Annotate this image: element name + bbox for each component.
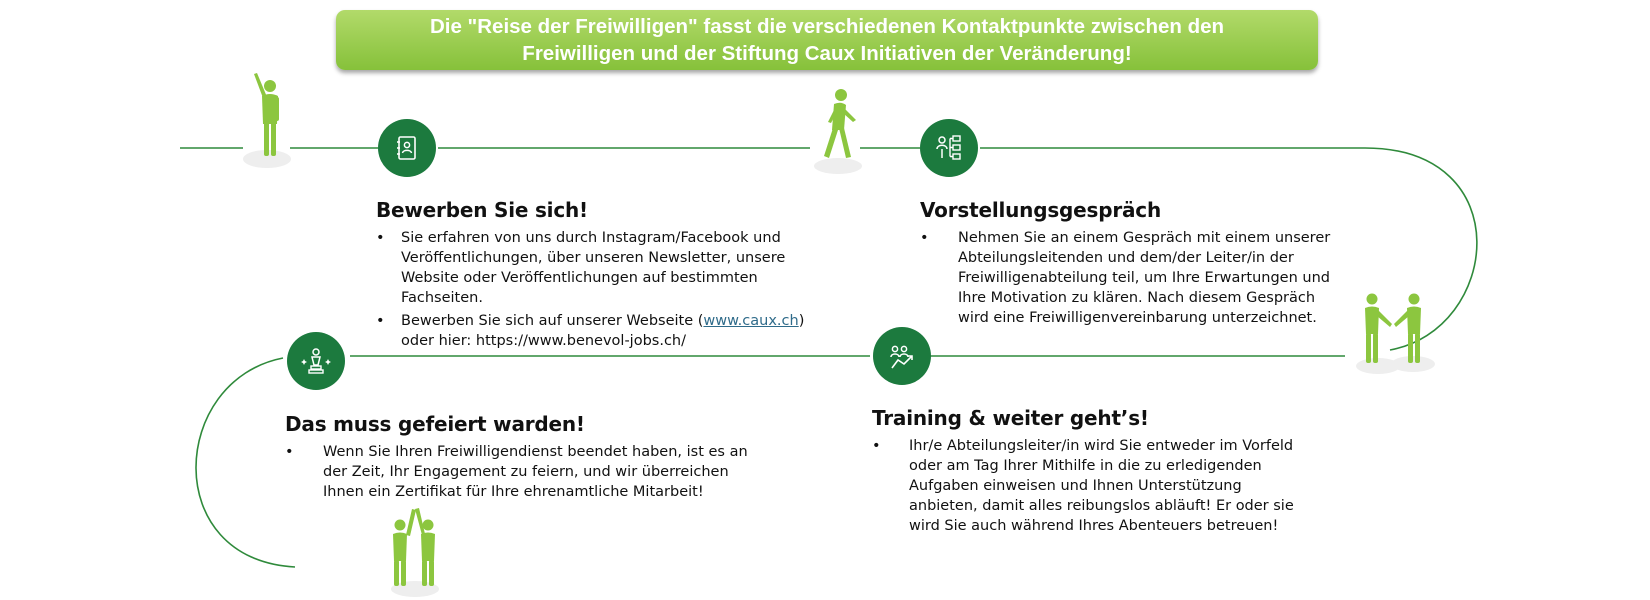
high-five-figures: [382, 505, 448, 599]
apply-step-circle: [378, 119, 436, 177]
apply-step: [376, 198, 816, 354]
apply-step-title: Bewerben Sie sich!: [376, 198, 588, 222]
interview-step: [920, 198, 1336, 331]
bullet-marker: •: [872, 438, 881, 454]
banner-line-1: Die "Reise der Freiwilligen" fasst die verschiedenen Kontaktpunkte zwischen den: [429, 15, 1225, 38]
training-step-circle: [873, 327, 931, 385]
apply-bullet-2-text-post: ): [798, 313, 805, 329]
training-step-title: Training & weiter geht’s!: [872, 406, 1149, 430]
interview-step-circle: [920, 119, 978, 177]
bullet-marker: •: [376, 230, 385, 246]
celebrate-step: [285, 412, 759, 505]
training-bullet-1: [872, 436, 1304, 536]
bullet-marker: •: [285, 444, 294, 460]
apply-bullet-1: [376, 228, 816, 308]
interview-bullet-1-text: Nehmen Sie an einem Gespräch mit einem unserer Abteilungsleitenden und dem/der Leiter/in der Freiwilligenabteilung teil, um Ihre Erwartungen und Ihre Motivation zu klären. Nach diesem Gespräch wird eine Freiwilligenvereinbarung unterzeichnet.: [958, 230, 1331, 326]
bullet-marker: •: [376, 313, 385, 329]
apply-bullet-1-text: Sie erfahren von uns durch Instagram/Facebook und Veröffentlichungen, über unseren Newsletter, unsere Website oder Veröffentlichungen auf bestimmten Fachseiten.: [401, 230, 786, 306]
caux-website-link[interactable]: www.caux.ch: [703, 313, 799, 329]
org-chart-person-icon: [933, 132, 965, 164]
walking-person-figure: [808, 86, 868, 182]
banner-line-2: Freiwilligen und der Stiftung Caux Initiativen der Veränderung!: [522, 42, 1132, 65]
interview-step-title: Vorstellungsgespräch: [920, 198, 1161, 222]
interview-bullet-1: [920, 228, 1336, 328]
handshake-figures: [1350, 290, 1442, 380]
apply-bullet-2-text-pre: Bewerben Sie sich auf unserer Webseite (: [401, 313, 704, 329]
training-bullet-1-text: Ihr/e Abteilungsleiter/in wird Sie entweder im Vorfeld oder am Tag Ihrer Mithilfe in die zu erledigenden Aufgaben einweisen und Ihnen Unterstützung anbieten, damit alles reibungslos abläuft! Er oder sie wird Sie auch während Ihres Abenteuers betreuen!: [909, 438, 1294, 534]
apply-bullet-2-text-line2: oder hier: https://www.benevol-jobs.ch/: [401, 333, 687, 349]
celebrate-bullet-1-text: Wenn Sie Ihren Freiwilligendienst beendet haben, ist es an der Zeit, Ihr Engagement zu feiern, und wir überreichen Ihnen ein Zertifikat für Ihre ehrenamtliche Mitarbeit!: [323, 444, 748, 500]
presentation-people-icon: [886, 340, 918, 372]
path-curve-left: [196, 358, 295, 567]
address-book-icon: [391, 132, 423, 164]
bullet-marker: •: [920, 230, 929, 246]
waving-person-figure: [240, 70, 300, 175]
apply-bullet-2: [376, 311, 816, 351]
celebrate-bullet-1: [285, 442, 759, 502]
celebrate-step-circle: [287, 332, 345, 390]
training-step: [872, 406, 1304, 539]
award-trophy-icon: [300, 345, 332, 377]
celebrate-step-title: Das muss gefeiert warden!: [285, 412, 585, 436]
